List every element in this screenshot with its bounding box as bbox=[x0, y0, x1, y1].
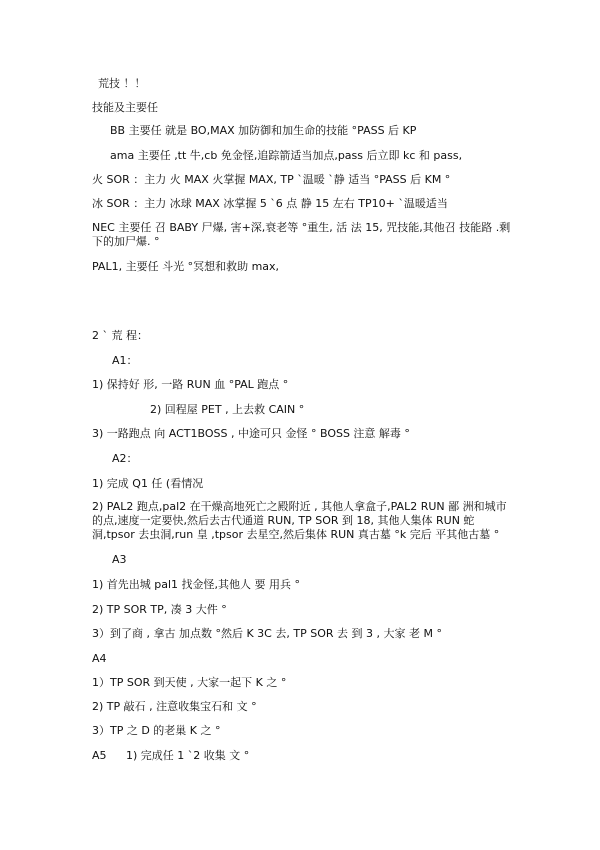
act-label: A2： bbox=[112, 452, 138, 465]
section-title: 技能及主要任 bbox=[92, 101, 158, 114]
act-label: A5 bbox=[92, 749, 107, 762]
act-label: A1： bbox=[112, 354, 138, 367]
skill-line: BB 主要任 就是 BO,MAX 加防御和加生命的技能 °PASS 后 KP bbox=[110, 124, 417, 137]
act-item: 2) 回程屋 PET , 上去救 CAIN ° bbox=[150, 403, 305, 416]
act-item: 1）TP SOR 到天使 , 大家一起下 K 之 ° bbox=[92, 676, 287, 689]
skill-line: NEC 主要任 召 BABY 尸爆, 害+深,衰老等 °重生, 活 法 15, 咒技能,其他召 技能路 .剩下的加尸爆. ° bbox=[92, 221, 511, 248]
skill-line: 冰 SOR ：主力 冰球 MAX 冰掌握 5 `6 点 静 15 左右 TP10+ `温暖适当 bbox=[92, 197, 448, 210]
act-item: 1) 完成任 1 `2 收集 文 ° bbox=[126, 749, 250, 762]
act-item: 2) PAL2 跑点,pal2 在干燥高地死亡之殿附近 , 其他人拿盒子,PAL2 RUN 鄙 洲和城市的点,速度一定要快,然后去古代通道 RUN, TP SOR 到 18, 其他人集体 RUN 蛇洞,tpsor 去虫洞,run 皇 ,tpsor 去星空,然后集体 RUN 真古墓 °k 完后 平其他古墓 ° bbox=[92, 500, 507, 541]
doc-heading: 荒技 ！！ bbox=[98, 77, 146, 90]
act-item: 1) 完成 Q1 任 (看情况 bbox=[92, 477, 204, 490]
skill-line: PAL1, 主要任 斗光 °冥想和救助 max, bbox=[92, 260, 280, 273]
act-label: A3 bbox=[112, 553, 127, 566]
act-item: 3）TP 之 D 的老巢 K 之 ° bbox=[92, 724, 221, 737]
process-title: 2 ` 荒 程： bbox=[92, 329, 148, 342]
act-item: 2) TP SOR TP, 凑 3 大件 ° bbox=[92, 603, 227, 616]
act-item: 3）到了商 , 拿古 加点数 °然后 K 3C 去, TP SOR 去 到 3 , 大家 老 M ° bbox=[92, 627, 442, 640]
skill-line: 火 SOR ：主力 火 MAX 火掌握 MAX, TP `温暖 `静 适当 °PASS 后 KM ° bbox=[92, 173, 451, 186]
act-item: 3) 一路跑点 向 ACT1BOSS , 中途可只 金怪 ° BOSS 注意 解毒 ° bbox=[92, 427, 410, 440]
act-item: 1) 首先出城 pal1 找金怪,其他人 要 用兵 ° bbox=[92, 578, 301, 591]
act-label: A4 bbox=[92, 652, 107, 665]
act-item: 1) 保持好 形, 一路 RUN 血 °PAL 跑点 ° bbox=[92, 378, 289, 391]
skill-line: ama 主要任 ,tt 牛,cb 免金怪,追踪箭适当加点,pass 后立即 kc 和 pass, bbox=[110, 149, 463, 162]
act-item: 2) TP 敲石 , 注意收集宝石和 文 ° bbox=[92, 700, 257, 713]
